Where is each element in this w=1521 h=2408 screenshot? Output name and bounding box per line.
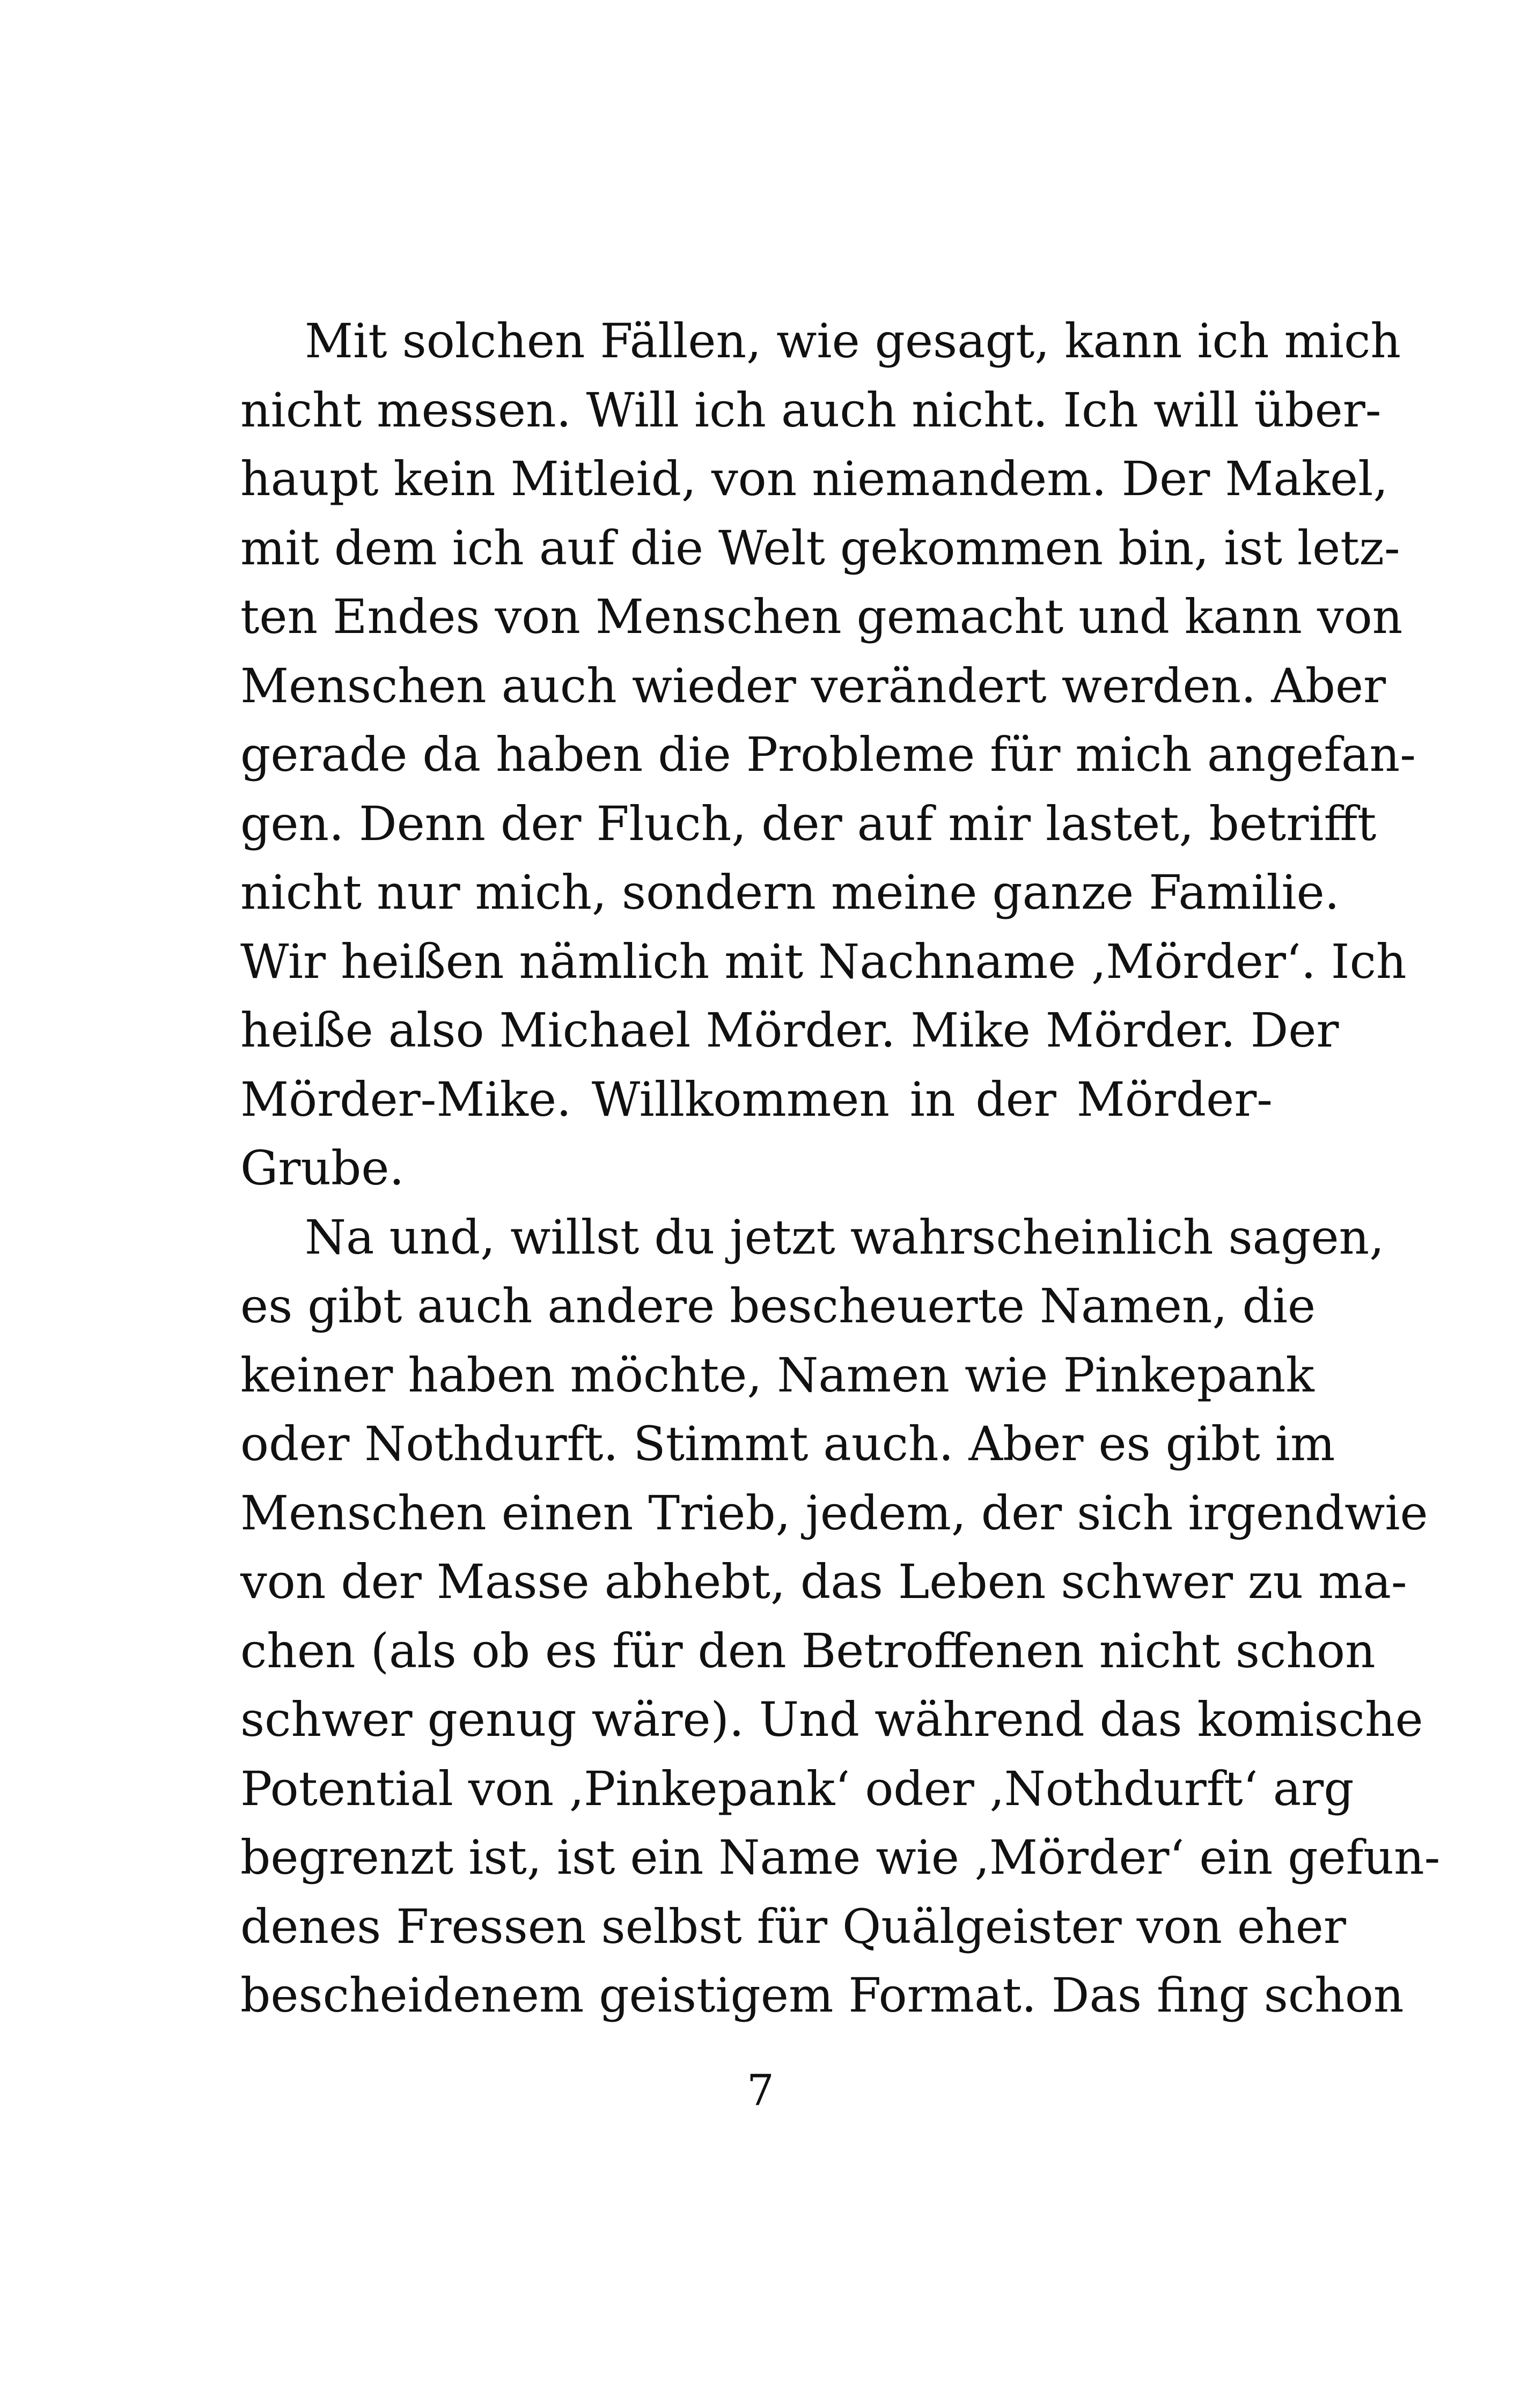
text-line: gen. Denn der Fluch, der auf mir lastet, betrifft (240, 796, 1377, 851)
text-line: Menschen einen Trieb, jedem, der sich irgendwie (240, 1485, 1428, 1541)
text-line: keiner haben möchte, Namen wie Pinkepank (240, 1347, 1314, 1403)
text-line: nicht nur mich, sondern meine ganze Familie. (240, 865, 1340, 920)
text-line: chen (als ob es für den Betroffenen nicht schon (240, 1623, 1376, 1678)
text-line: heiße also Michael Mörder. Mike Mörder. Der (240, 1003, 1339, 1058)
text-line: von der Masse abhebt, das Leben schwer zu ma- (240, 1554, 1407, 1609)
paragraph-2 (240, 1203, 1441, 2030)
text-line: begrenzt ist, ist ein Name wie ‚Mörder‘ ein gefun- (240, 1830, 1441, 1885)
text-line: Menschen auch wieder verändert werden. Aber (240, 658, 1386, 713)
text-line: schwer genug wäre). Und während das komische (240, 1692, 1423, 1747)
text-line: ten Endes von Menschen gemacht und kann von (240, 589, 1403, 644)
text-line: gerade da haben die Probleme für mich angefan- (240, 727, 1416, 782)
paragraph-1 (240, 307, 1416, 1203)
text-line: bescheidenem geistigem Format. Das fing schon (240, 1968, 1404, 2023)
text-line: Mörder-Mike. Willkommen in der Mörder- (240, 1071, 1273, 1127)
text-line: haupt kein Mitleid, von niemandem. Der Makel, (240, 451, 1388, 506)
text-line: mit dem ich auf die Welt gekommen bin, ist letz- (240, 520, 1400, 576)
text-line: denes Fressen selbst für Quälgeister von eher (240, 1898, 1346, 1954)
text-line: Mit solchen Fällen, wie gesagt, kann ich mich (305, 313, 1401, 369)
body-text (240, 307, 1441, 2030)
text-line: Na und, willst du jetzt wahrscheinlich sagen, (305, 1209, 1385, 1265)
text-line: oder Nothdurft. Stimmt auch. Aber es gibt im (240, 1416, 1335, 1471)
text-line: nicht messen. Will ich auch nicht. Ich will über- (240, 382, 1382, 438)
text-line: es gibt auch andere bescheuerte Namen, die (240, 1278, 1316, 1334)
text-line: Grube. (240, 1140, 405, 1196)
text-line: Potential von ‚Pinkepank‘ oder ‚Nothdurft‘ arg (240, 1761, 1354, 1816)
text-line: Wir heißen nämlich mit Nachname ‚Mörder‘. Ich (240, 933, 1407, 989)
page-number: 7 (747, 2065, 774, 2115)
